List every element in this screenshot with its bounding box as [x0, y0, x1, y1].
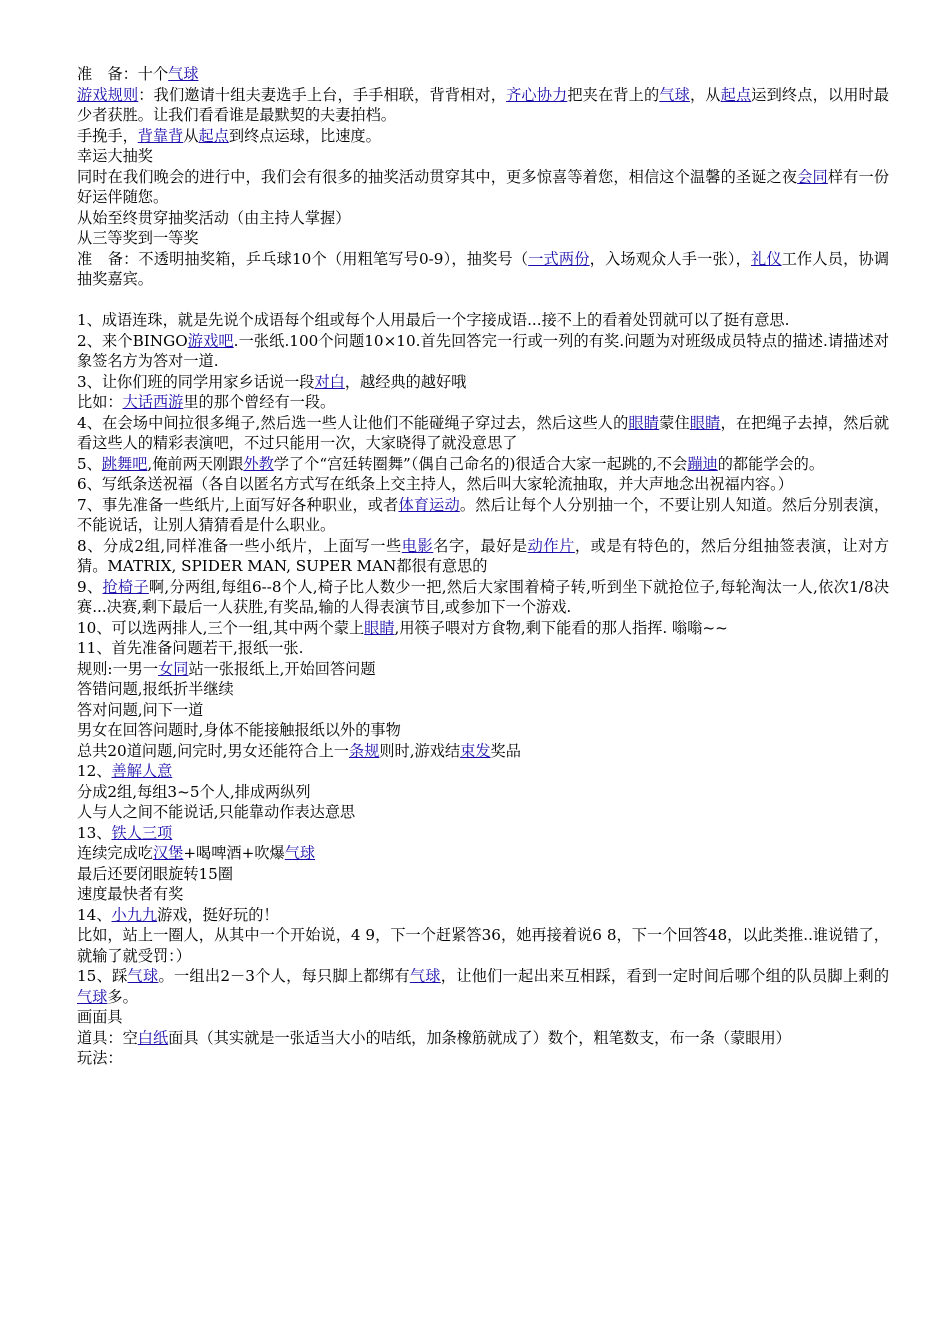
keyword-link[interactable]: 动作片: [527, 536, 575, 555]
keyword-link[interactable]: 善解人意: [111, 762, 173, 780]
text-run: 从三等奖到一等奖: [77, 229, 199, 247]
text-run: 学了个“宫廷转圈舞”（偶自己命名的)很适合大家一起跳的,不会: [273, 454, 688, 473]
paragraph: [77, 228, 889, 249]
paragraph: [77, 700, 889, 721]
keyword-link[interactable]: 蹦迪: [687, 454, 718, 473]
text-run: 画面具: [77, 1008, 123, 1026]
text-run: 面具（其实就是一张适当大小的咭纸，加条橡筋就成了）数个，粗笔数支，布一条（蒙眼用）: [168, 1028, 791, 1047]
keyword-link[interactable]: 汉堡: [152, 844, 184, 862]
paragraph: [77, 823, 889, 844]
keyword-link[interactable]: 气球: [77, 987, 108, 1006]
paragraph: [77, 741, 889, 762]
text-run: 。一组出2－3个人，每只脚上都绑有: [158, 967, 410, 985]
keyword-link[interactable]: 气球: [127, 967, 159, 985]
text-run: 13、: [77, 823, 112, 842]
paragraph: [77, 1007, 889, 1028]
keyword-link[interactable]: 电影: [401, 536, 434, 555]
keyword-link[interactable]: 对白: [314, 372, 345, 391]
text-run: 8、分成2组,同样准备一些小纸片，上面写一些: [77, 536, 402, 555]
paragraph: [77, 679, 889, 700]
text-run: ：我们邀请十组夫妻选手上台，手手相联，背背相对，: [138, 85, 507, 104]
text-run: 把夹在背上的: [567, 85, 660, 104]
paragraph: [77, 638, 889, 659]
paragraph: [77, 372, 889, 393]
text-run: 游戏，挺好玩的！: [157, 905, 279, 924]
paragraph: [77, 126, 889, 147]
text-run: 规则:一男一: [77, 659, 159, 678]
paragraph: [77, 1048, 889, 1069]
keyword-link[interactable]: 游戏吧: [187, 331, 234, 350]
paragraph: [77, 167, 889, 208]
paragraph: [77, 392, 889, 413]
keyword-link[interactable]: 气球: [168, 65, 199, 83]
text-run: 10、可以选两排人,三个一组,其中两个蒙上: [77, 618, 365, 637]
keyword-link[interactable]: 气球: [284, 844, 316, 862]
text-run: 啊,分两组,每组6--8个人,椅子比人数少一把,然后大家围着椅子转,听到坐下就抢位子,每轮淘汰一人,依次1/8决赛...决赛,剩下最后一人获胜,有奖品,输的人得表演节目,或参加下一个游戏.: [77, 577, 890, 616]
paragraph: [77, 536, 889, 577]
paragraph: [77, 905, 889, 926]
paragraph: [77, 249, 889, 290]
text-run: ，或是有特色的，然后分组抽签表演，让对方猜。MATRIX, SPIDER MAN, SUPER MAN都很有意思的: [77, 536, 890, 575]
text-run: 则时,游戏结: [379, 741, 461, 760]
text-run: ，在把绳子去掉，然后就看这些人的精彩表演吧，不过只能用一次，大家晓得了就没意思了: [77, 413, 890, 452]
paragraph: [77, 618, 889, 639]
text-run: ,用筷子喂对方食物,剩下能看的那人指挥. 嗡嗡~~: [394, 618, 728, 637]
keyword-link[interactable]: 会同: [797, 167, 828, 186]
keyword-link[interactable]: 齐心协力: [506, 85, 568, 104]
text-run: 答错问题,报纸折半继续: [77, 680, 234, 698]
text-run: 运到终点，以用时最少者获胜。让我们看看谁是最默契的夫妻拍档。: [77, 85, 890, 124]
keyword-link[interactable]: 跳舞吧: [101, 454, 148, 473]
text-run: 12、: [77, 762, 112, 780]
text-run: 站一张报纸上,开始回答问题: [188, 659, 376, 678]
keyword-link[interactable]: 女同: [158, 659, 189, 678]
paragraph: [77, 843, 889, 864]
keyword-link[interactable]: 大话西游: [122, 393, 184, 411]
text-run: 到终点运球，比速度。: [228, 126, 381, 145]
text-run: 最后还要闭眼旋转15圈: [77, 864, 234, 883]
text-run: ,俺前两天刚跟: [147, 454, 244, 473]
text-run: 同时在我们晚会的进行中，我们会有很多的抽奖活动贯穿其中，更多惊喜等着您，相信这个温馨的圣诞之夜: [77, 167, 798, 186]
paragraph: [77, 146, 889, 167]
keyword-link[interactable]: 一式两份: [528, 249, 590, 268]
paragraph: [77, 64, 889, 85]
keyword-link[interactable]: 起点: [198, 126, 229, 145]
text-run: .一张纸.100个问题10×10.首先回答完一行或一列的有奖.问题为对班级成员特点的描述.请描述对象签名方为答对一道.: [77, 331, 889, 370]
text-run: 5、: [77, 454, 102, 473]
paragraph: [77, 782, 889, 803]
text-run: 总共20道问题,问完时,男女还能符合上一: [77, 741, 349, 760]
paragraph: [77, 966, 889, 1007]
text-run: ，从: [689, 85, 721, 104]
keyword-link[interactable]: 气球: [659, 85, 690, 104]
text-run: 15、踩: [77, 967, 128, 985]
text-run: 分成2组,每组3~5个人,排成两纵列: [77, 782, 311, 801]
text-run: +喝啤酒+吹爆: [183, 844, 285, 862]
text-run: 2、来个BINGO: [77, 331, 188, 350]
text-run: 里的那个曾经有一段。: [183, 393, 336, 411]
paragraph: [77, 802, 889, 823]
text-run: 幸运大抽奖: [77, 147, 153, 165]
paragraph: [77, 720, 889, 741]
text-run: 从: [183, 126, 199, 145]
text-run: 名字，最好是: [433, 536, 528, 555]
keyword-link[interactable]: 眼睛: [628, 413, 660, 432]
keyword-link[interactable]: 气球: [409, 967, 441, 985]
paragraph: [77, 577, 889, 618]
text-run: 多。: [107, 987, 138, 1006]
text-run: 人与人之间不能说话,只能靠动作表达意思: [77, 803, 356, 821]
text-run: 答对问题,问下一道: [77, 700, 204, 719]
text-run: 的都能学会的。: [717, 454, 824, 473]
text-run: 工作人员，协调抽奖嘉宾。: [77, 249, 890, 288]
keyword-link[interactable]: 外教: [243, 454, 274, 473]
keyword-link[interactable]: 体育运动: [398, 495, 460, 514]
keyword-link[interactable]: 抢椅子: [102, 577, 149, 596]
keyword-link[interactable]: 礼仪: [750, 249, 782, 268]
text-run: 准 备：不透明抽奖箱，乒乓球10个（用粗笔写号0-9），抽奖号（: [77, 249, 529, 268]
keyword-link[interactable]: 眼睛: [364, 618, 395, 637]
paragraph: [77, 495, 889, 536]
text-run: 玩法：: [77, 1049, 123, 1067]
text-run: 3、让你们班的同学用家乡话说一段: [77, 372, 315, 391]
paragraph: [77, 864, 889, 885]
text-run: 速度最快者有奖: [77, 885, 184, 903]
keyword-link[interactable]: 条规: [348, 741, 380, 760]
text-run: ，越经典的越好哦: [344, 372, 467, 391]
paragraph: [77, 208, 889, 229]
text-run: ，入场观众人手一张），: [589, 249, 751, 268]
text-run: 从始至终贯穿抽奖活动（由主持人掌握）: [77, 208, 351, 227]
text-run: 准 备：十个: [77, 65, 169, 83]
paragraph: [77, 454, 889, 475]
keyword-link[interactable]: 束发: [460, 741, 491, 760]
document-body: [77, 64, 889, 1069]
paragraph: [77, 761, 889, 782]
keyword-link[interactable]: 游戏规则: [77, 85, 139, 104]
text-run: 道具：空: [77, 1028, 138, 1047]
keyword-link[interactable]: 小九九: [111, 905, 158, 924]
text-run: 蒙住: [659, 413, 690, 432]
keyword-link[interactable]: 眼睛: [689, 413, 721, 432]
paragraph: [77, 310, 889, 331]
text-run: 奖品: [490, 741, 521, 760]
text-run: 1、成语连珠，就是先说个成语每个组或每个人用最后一个字接成语...接不上的看着处罚就可以了挺有意思.: [77, 311, 790, 329]
text-run: 6、写纸条送祝福（各自以匿名方式写在纸条上交主持人，然后叫大家轮流抽取，并大声地念出祝福内容。）: [77, 475, 793, 493]
text-run: 手挽手，: [77, 126, 138, 145]
keyword-link[interactable]: 起点: [720, 85, 752, 104]
text-run: 比如，站上一圈人，从其中一个开始说，4 9，下一个赶紧答36，她再接着说6 8，下一个回答48，以此类推..谁说错了，就输了就受罚：）: [77, 926, 889, 965]
keyword-link[interactable]: 白纸: [137, 1028, 169, 1047]
text-run: 男女在回答问题时,身体不能接触报纸以外的事物: [77, 721, 401, 739]
paragraph: [77, 925, 889, 966]
paragraph: [77, 884, 889, 905]
keyword-link[interactable]: 铁人三项: [111, 823, 173, 842]
text-run: 。然后让每个人分别抽一个，不要让别人知道。然后分别表演，不能说话，让别人猜猜看是什么职业。: [77, 495, 890, 534]
blank-line: [77, 290, 889, 311]
text-run: 9、: [77, 577, 103, 596]
paragraph: [77, 413, 889, 454]
text-run: 比如：: [77, 393, 123, 411]
paragraph: [77, 474, 889, 495]
text-run: ，让他们一起出来互相踩，看到一定时间后哪个组的队员脚上剩的: [440, 967, 890, 985]
paragraph: [77, 1028, 889, 1049]
text-run: 连续完成吃: [77, 844, 153, 862]
text-run: 14、: [77, 905, 112, 924]
text-run: 7、事先准备一些纸片,上面写好各种职业，或者: [77, 495, 399, 514]
paragraph: [77, 659, 889, 680]
text-run: 4、在会场中间拉很多绳子,然后选一些人让他们不能碰绳子穿过去，然后这些人的: [77, 413, 629, 432]
text-run: 11、首先准备问题若干,报纸一张.: [77, 639, 304, 657]
text-run: 样有一份好运伴随您。: [77, 167, 890, 206]
paragraph: [77, 331, 889, 372]
paragraph: [77, 85, 889, 126]
keyword-link[interactable]: 背靠背: [137, 126, 184, 145]
